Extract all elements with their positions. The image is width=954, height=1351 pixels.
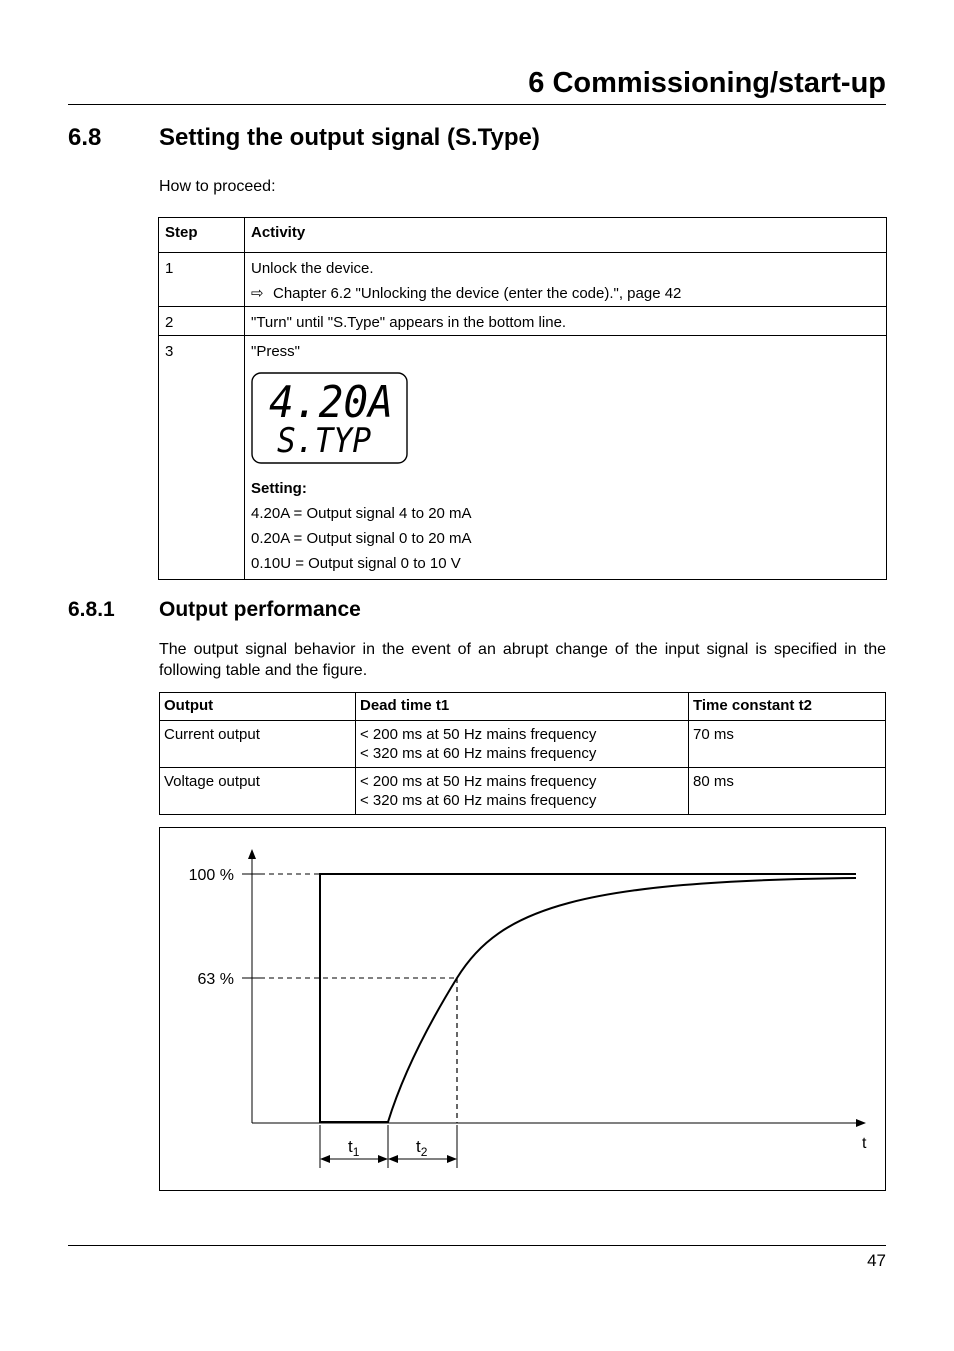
arrow-right-icon: ⇨: [251, 285, 264, 302]
section-number: 6.8: [68, 124, 102, 151]
step-reference: [251, 281, 880, 306]
step-activity: [245, 336, 887, 580]
perf-dead-time-line: < 200 ms at 50 Hz mains frequency: [360, 726, 597, 743]
step-number: 3: [159, 336, 245, 580]
lcd-top-line: 4.20A: [269, 377, 393, 428]
t1-label: $t_1$: [348, 1137, 360, 1159]
steps-header-activity: Activity: [245, 218, 887, 253]
table-row: [159, 336, 887, 580]
perf-header-output: Output: [160, 693, 356, 721]
subsection-text: The output signal behavior in the event of an abrupt change of the input signal is specified in the following table and the figure.: [159, 641, 886, 679]
x-axis-label: t: [862, 1135, 867, 1152]
performance-table: [159, 692, 886, 815]
perf-dead-time: [356, 768, 689, 815]
step-number: 2: [159, 307, 245, 336]
steps-table: [158, 217, 887, 580]
perf-time-constant: 80 ms: [689, 768, 886, 815]
step-response-figure: [159, 827, 886, 1191]
subsection-title: Output performance: [159, 598, 361, 621]
perf-time-constant: 70 ms: [689, 721, 886, 768]
perf-output: Voltage output: [160, 768, 356, 815]
step-activity-text: "Turn" until "S.Type" appears in the bottom line.: [251, 314, 567, 331]
lcd-bottom-line: S.TYP: [277, 421, 371, 461]
setting-option: 4.20A = Output signal 4 to 20 mA: [251, 505, 472, 522]
footer-rule: [68, 1245, 886, 1246]
section-title: Setting the output signal (S.Type): [159, 124, 540, 151]
perf-dead-time-line: < 320 ms at 60 Hz mains frequency: [360, 745, 597, 762]
table-row: [160, 721, 886, 768]
setting-option: 0.10U = Output signal 0 to 10 V: [251, 555, 461, 572]
step-activity: [245, 253, 887, 307]
perf-dead-time-line: < 320 ms at 60 Hz mains frequency: [360, 792, 597, 809]
perf-output: Current output: [160, 721, 356, 768]
perf-header-time-constant: Time constant t2: [689, 693, 886, 721]
y-label-100: 100 %: [188, 867, 234, 884]
table-row: [159, 253, 887, 307]
step-activity: [245, 307, 887, 336]
table-row: [160, 768, 886, 815]
y-label-63: 63 %: [197, 971, 234, 988]
perf-header-dead-time: Dead time t1: [356, 693, 689, 721]
lcd-display-icon: [251, 372, 409, 466]
perf-dead-time: [356, 721, 689, 768]
section-intro: How to proceed:: [159, 178, 276, 195]
steps-header-step: Step: [159, 218, 245, 253]
step-activity-text: Unlock the device.: [251, 260, 374, 277]
setting-option: 0.20A = Output signal 0 to 20 mA: [251, 530, 472, 547]
t2-label: $t_2$: [416, 1137, 428, 1159]
step-reference-text: Chapter 6.2 "Unlocking the device (enter the code).", page 42: [273, 285, 682, 302]
step-number: 1: [159, 253, 245, 307]
chapter-title: 6 Commissioning/start-up: [528, 67, 886, 99]
perf-dead-time-line: < 200 ms at 50 Hz mains frequency: [360, 773, 597, 790]
step-response-diagram: [160, 828, 887, 1192]
setting-label: Setting:: [251, 480, 307, 497]
output-response-curve: [320, 878, 856, 1122]
step-activity-text: "Press": [251, 343, 300, 360]
page-number: 47: [867, 1251, 886, 1270]
header-rule: [68, 104, 886, 105]
table-row: [159, 307, 887, 336]
subsection-number: 6.8.1: [68, 598, 115, 621]
